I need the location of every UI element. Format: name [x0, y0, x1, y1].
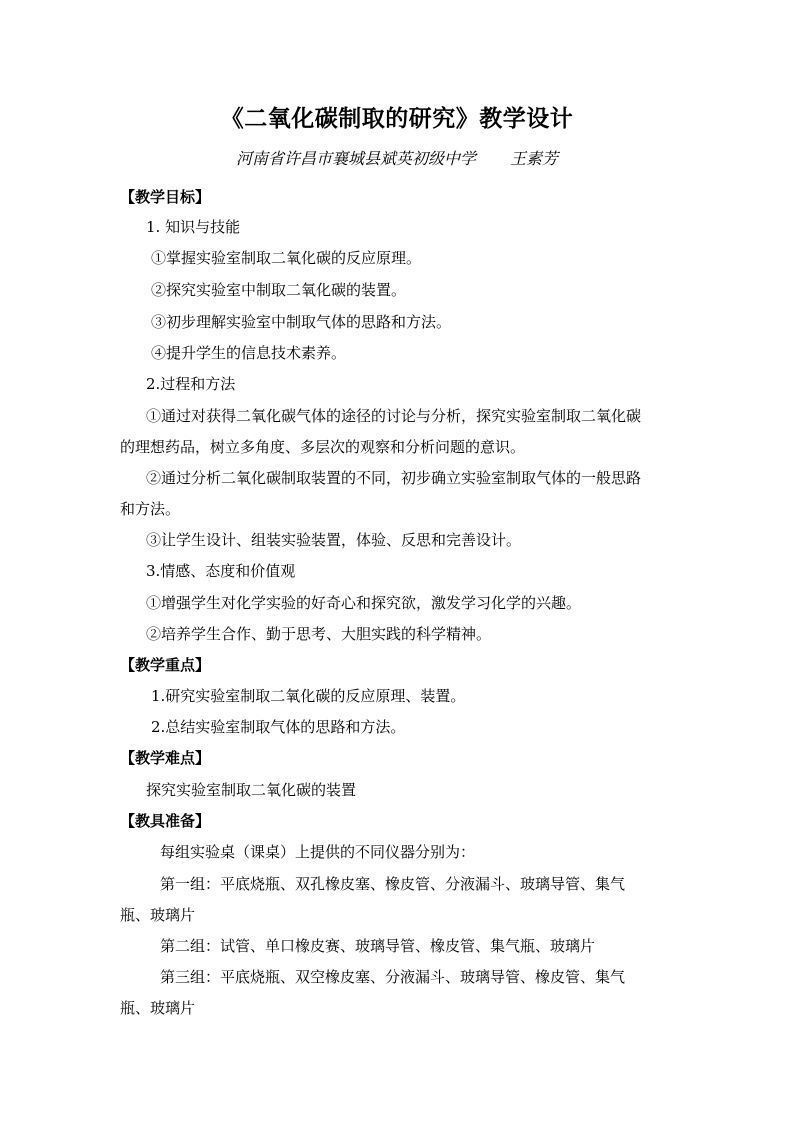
- document-title: 《二氧化碳制取的研究》教学设计: [220, 106, 574, 132]
- process-paragraph-2-line-2: 和方法。: [120, 500, 181, 518]
- knowledge-item: ③初步理解实验室中制取气体的思路和方法。: [151, 313, 452, 331]
- difficulty-text: 探究实验室制取二氧化碳的装置: [146, 781, 357, 799]
- process-paragraph-3: ③让学生设计、组装实验装置，体验、反思和完善设计。: [146, 531, 522, 549]
- equipment-intro: 每组实验桌（课桌）上提供的不同仪器分别为：: [160, 843, 476, 861]
- equipment-group-3-line-2: 瓶、玻璃片: [120, 999, 196, 1017]
- subheading-attitude: 3.情感、态度和价值观: [146, 562, 296, 580]
- equipment-group-1-line-1: 第一组：平底烧瓶、双孔橡皮塞、橡皮管、分液漏斗、玻璃导管、集气: [160, 875, 626, 893]
- knowledge-item: ④提升学生的信息技术素养。: [151, 344, 347, 362]
- subheading-process: 2.过程和方法: [146, 375, 236, 393]
- key-point-item: 2.总结实验室制取气体的思路和方法。: [151, 718, 406, 736]
- school-name: 河南省许昌市襄城县斌英初级中学: [235, 149, 476, 168]
- key-point-item: 1.研究实验室制取二氧化碳的反应原理、装置。: [151, 687, 466, 705]
- section-heading-key-points: 【教学重点】: [120, 656, 211, 674]
- subheading-knowledge: 1. 知识与技能: [146, 218, 241, 236]
- attitude-item: ①增强学生对化学实验的好奇心和探究欲，激发学习化学的兴趣。: [146, 594, 582, 612]
- equipment-group-2: 第二组：试管、单口橡皮赛、玻璃导管、橡皮管、集气瓶、玻璃片: [160, 937, 596, 955]
- process-paragraph-1-line-1: ①通过对获得二氧化碳气体的途径的讨论与分析，探究实验室制取二氧化碳: [146, 407, 642, 425]
- process-paragraph-2-line-1: ②通过分析二氧化碳制取装置的不同，初步确立实验室制取气体的一般思路: [146, 469, 642, 487]
- section-heading-difficulties: 【教学难点】: [120, 749, 211, 767]
- equipment-group-3-line-1: 第三组：平底烧瓶、双空橡皮塞、分液漏斗、玻璃导管、橡皮管、集气: [160, 968, 626, 986]
- process-paragraph-1-line-2: 的理想药品，树立多角度、多层次的观察和分析问题的意识。: [120, 438, 526, 456]
- knowledge-item: ②探究实验室中制取二氧化碳的装置。: [151, 281, 407, 299]
- knowledge-item: ①掌握实验室制取二氧化碳的反应原理。: [151, 249, 422, 267]
- equipment-group-1-line-2: 瓶、玻璃片: [120, 906, 196, 924]
- byline: [0, 146, 794, 169]
- attitude-item: ②培养学生合作、勤于思考、大胆实践的科学精神。: [146, 625, 492, 643]
- section-heading-objectives: 【教学目标】: [120, 188, 211, 206]
- section-heading-equipment: 【教具准备】: [120, 812, 211, 830]
- author-name: 王素芳: [510, 149, 559, 168]
